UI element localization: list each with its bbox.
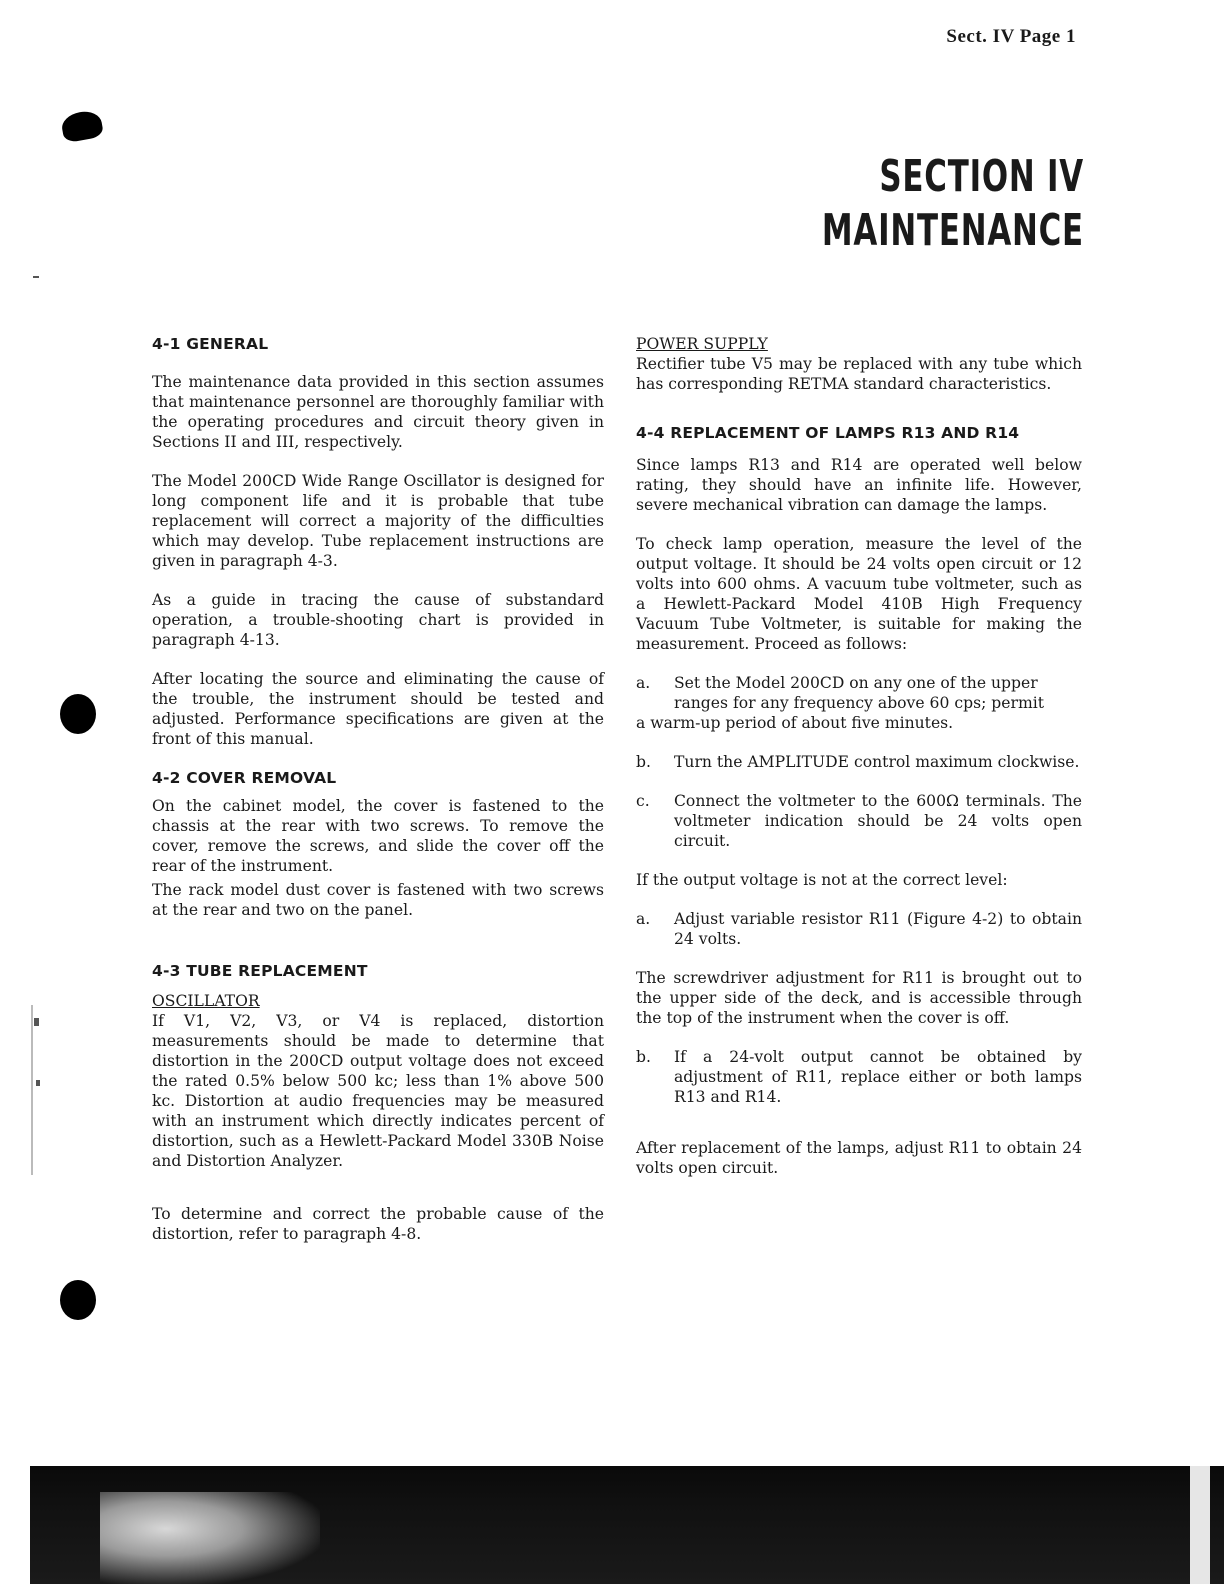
- left-column: [152, 334, 604, 1263]
- heading-4-3: 4-3 TUBE REPLACEMENT: [152, 962, 368, 980]
- heading-4-2: 4-2 COVER REMOVAL: [152, 769, 337, 787]
- section-title: [822, 150, 1084, 258]
- scan-speck: [36, 1080, 40, 1086]
- right-column: [636, 334, 1082, 1197]
- step-text: a warm-up period of about five minutes.: [636, 714, 954, 732]
- paragraph: If V1, V2, V3, or V4 is replaced, distortion measurements should be made to determine that distortion in the 200CD output voltage does not exceed the rated 0.5% below 500 kc; less than 1% above 500 kc. Distortion at audio frequencies may be measured with an instrument which directly indicates percent of distortion, such as a Hewlett-Packard Model 330B Noise and Distortion Analyzer.: [152, 1012, 604, 1170]
- section-title-line2: MAINTENANCE: [821, 205, 1084, 256]
- step-text: Connect the voltmeter to the 600Ω terminals. The voltmeter indication should be 24 volts open circuit.: [674, 792, 1082, 850]
- step-label: b.: [636, 1048, 651, 1066]
- paragraph: After locating the source and eliminating the cause of the trouble, the instrument should be tested and adjusted. Performance specifications are given at the front of this manual.: [152, 670, 604, 748]
- paragraph: The screwdriver adjustment for R11 is brought out to the upper side of the deck, and is accessible through the top of the instrument when the cover is off.: [636, 969, 1082, 1027]
- binder-hole-mark-top: [60, 109, 104, 144]
- paragraph: To determine and correct the probable cause of the distortion, refer to paragraph 4-8.: [152, 1205, 604, 1243]
- step-text: Turn the AMPLITUDE control maximum clockwise.: [674, 753, 1080, 771]
- step-c: [636, 791, 1082, 851]
- adjust-step-a: [636, 909, 1082, 949]
- paragraph: The maintenance data provided in this section assumes that maintenance personnel are thoroughly familiar with the operating procedures and circuit theory given in Sections II and III, respectively.: [152, 373, 604, 451]
- scan-speck: [33, 276, 39, 278]
- scan-edge-line: [31, 1005, 33, 1175]
- step-text: ranges for any frequency above 60 cps; permit: [674, 694, 1044, 712]
- step-b: [636, 752, 1082, 772]
- heading-4-1: 4-1 GENERAL: [152, 335, 269, 353]
- subheading-power-supply: POWER SUPPLY: [636, 335, 768, 353]
- step-label: a.: [636, 674, 651, 692]
- binder-hole-mark-middle: [60, 694, 96, 734]
- scan-footer-band: [30, 1466, 1224, 1584]
- section-title-line1: SECTION IV: [879, 151, 1084, 202]
- step-text: If a 24-volt output cannot be obtained by adjustment of R11, replace either or both lamps R13 and R14.: [674, 1048, 1082, 1106]
- paragraph: If the output voltage is not at the correct level:: [636, 871, 1008, 889]
- paragraph: The rack model dust cover is fastened with two screws at the rear and two on the panel.: [152, 881, 604, 919]
- paragraph: Since lamps R13 and R14 are operated well below rating, they should have an infinite life. However, severe mechanical vibration can damage the lamps.: [636, 456, 1082, 514]
- paragraph: The Model 200CD Wide Range Oscillator is designed for long component life and it is probable that tube replacement will correct a majority of the difficulties which may develop. Tube replacement instructions are given in paragraph 4-3.: [152, 472, 604, 570]
- step-label: b.: [636, 753, 651, 771]
- heading-4-4: 4-4 REPLACEMENT OF LAMPS R13 AND R14: [636, 424, 1020, 442]
- page-header: Sect. IV Page 1: [946, 26, 1076, 47]
- paragraph: To check lamp operation, measure the level of the output voltage. It should be 24 volts open circuit or 12 volts into 600 ohms. A vacuum tube voltmeter, such as a Hewlett-Packard Model 410B High Frequency Vacuum Tube Voltmeter, is suitable for making the measurement. Proceed as follows:: [636, 535, 1082, 653]
- paragraph: After replacement of the lamps, adjust R11 to obtain 24 volts open circuit.: [636, 1139, 1082, 1177]
- subheading-oscillator: OSCILLATOR: [152, 992, 260, 1010]
- binder-hole-mark-bottom: [60, 1280, 96, 1320]
- step-label: a.: [636, 910, 651, 928]
- step-a: [636, 673, 1082, 733]
- paragraph: On the cabinet model, the cover is fastened to the chassis at the rear with two screws. To remove the cover, remove the screws, and slide the cover off the rear of the instrument.: [152, 797, 604, 875]
- adjust-step-b: [636, 1047, 1082, 1107]
- step-text: Set the Model 200CD on any one of the upper: [674, 674, 1038, 692]
- scan-speck: [34, 1018, 39, 1026]
- step-label: c.: [636, 792, 650, 810]
- paragraph: Rectifier tube V5 may be replaced with any tube which has corresponding RETMA standard characteristics.: [636, 355, 1082, 393]
- paragraph: As a guide in tracing the cause of substandard operation, a trouble-shooting chart is provided in paragraph 4-13.: [152, 591, 604, 649]
- step-text: Adjust variable resistor R11 (Figure 4-2) to obtain 24 volts.: [674, 910, 1082, 948]
